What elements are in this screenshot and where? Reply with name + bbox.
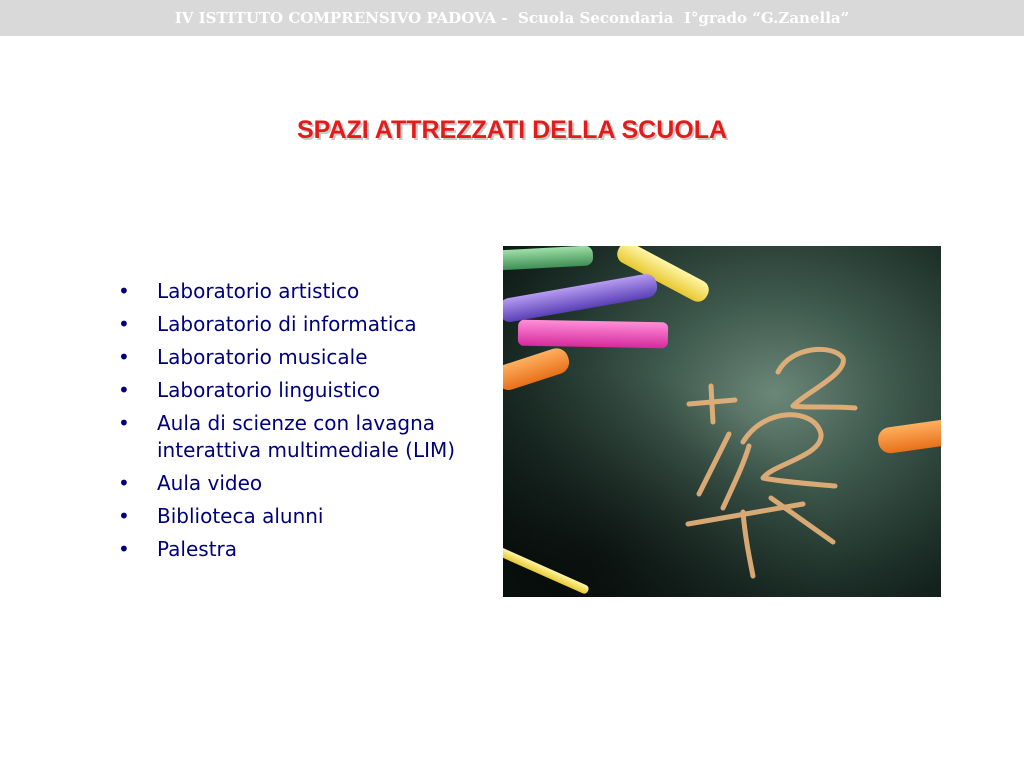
list-item bbox=[114, 377, 484, 404]
list-item-label: Palestra bbox=[157, 537, 238, 561]
list-item-label: Biblioteca alunni bbox=[157, 504, 324, 528]
facilities-list bbox=[114, 278, 484, 569]
bullet-icon: • bbox=[118, 471, 130, 495]
bullet-icon: • bbox=[118, 504, 130, 528]
list-item bbox=[114, 470, 484, 497]
list-item-label: Laboratorio musicale bbox=[157, 345, 368, 369]
bullet-icon: • bbox=[118, 411, 130, 435]
list-item bbox=[114, 503, 484, 530]
bullet-icon: • bbox=[118, 378, 130, 402]
list-item bbox=[114, 278, 484, 305]
list-item bbox=[114, 344, 484, 371]
list-item-label: Laboratorio di informatica bbox=[157, 312, 417, 336]
bullet-icon: • bbox=[118, 312, 130, 336]
list-item-label: Laboratorio linguistico bbox=[157, 378, 381, 402]
bullet-icon: • bbox=[118, 279, 130, 303]
slide-title: SPAZI ATTREZZATI DELLA SCUOLA bbox=[296, 116, 728, 144]
list-item bbox=[114, 536, 484, 563]
bullet-icon: • bbox=[118, 345, 130, 369]
header-text: IV ISTITUTO COMPRENSIVO PADOVA - Scuola Secondaria I°grado “G.Zanella” bbox=[174, 9, 850, 27]
pink-chalk-icon bbox=[518, 320, 668, 349]
list-item bbox=[114, 410, 484, 464]
list-item bbox=[114, 311, 484, 338]
list-item-label: Laboratorio artistico bbox=[157, 279, 360, 303]
bullet-icon: • bbox=[118, 537, 130, 561]
list-item-label: Aula video bbox=[157, 471, 263, 495]
list-item-label: Aula di scienze con lavagna interattiva multimediale (LIM) bbox=[157, 411, 456, 462]
chalkboard-image bbox=[503, 246, 941, 597]
